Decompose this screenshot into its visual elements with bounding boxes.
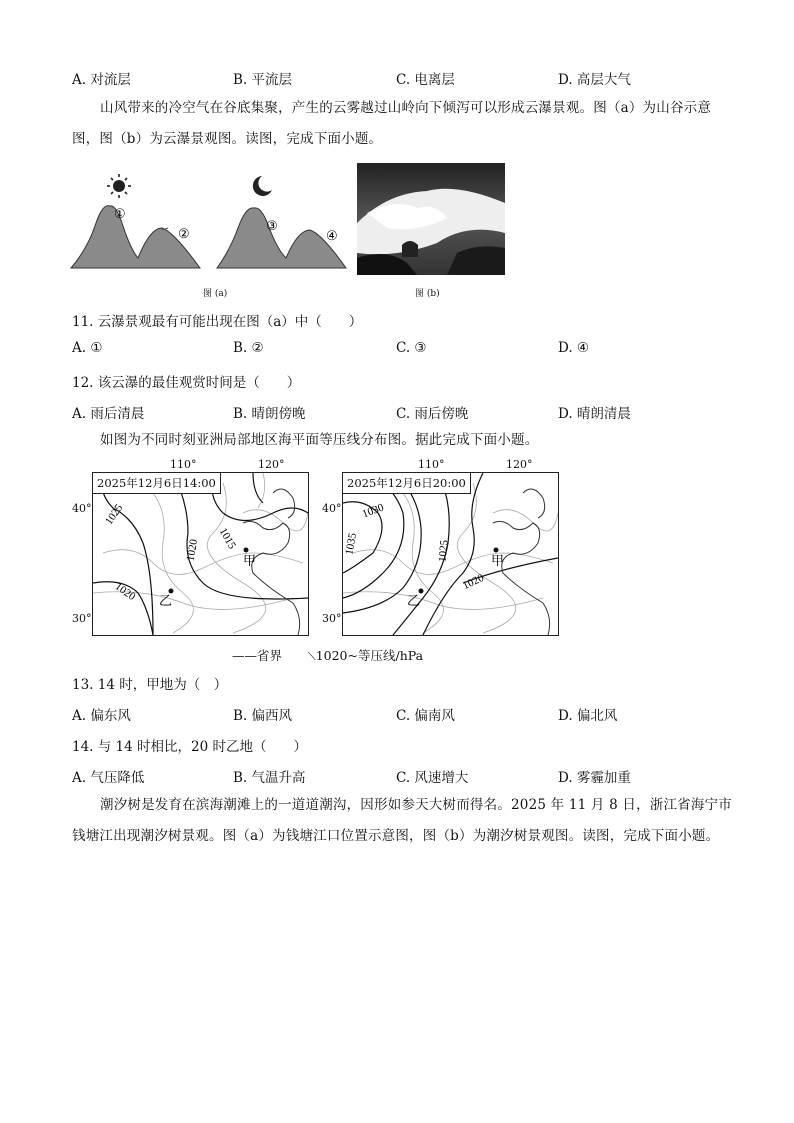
q12-stem: 12. 该云瀑的最佳观赏时间是（ ） xyxy=(72,375,301,391)
isobars xyxy=(93,473,308,635)
point-jia-label: 甲 xyxy=(491,553,505,568)
q14-stem: 14. 与 14 时相比，20 时乙地（ ） xyxy=(72,739,307,755)
q12-option-a[interactable]: A. 雨后清晨 xyxy=(72,406,145,422)
legend-province: ——省界 xyxy=(232,648,283,663)
passage-tidal-tree: 潮汐树是发育在滨海潮滩上的一道道潮沟，因形如参天大树而得名。2025 年 11 月 8 日，浙江省海宁市钱塘江出现潮汐树景观。图（a）为钱塘江口位置示意图，图（b）为潮汐树景观图。读图，完成下面小题。 xyxy=(72,797,732,844)
q14-option-d[interactable]: D. 雾霾加重 xyxy=(558,770,631,786)
point-yi-label: 乙 xyxy=(407,593,421,608)
right-lat-30: 30° xyxy=(322,612,342,625)
isobars xyxy=(343,473,558,635)
q13-option-a[interactable]: A. 偏东风 xyxy=(72,708,131,724)
figure-a-caption: 图 (a) xyxy=(203,289,228,299)
q11-option-b[interactable]: B. ② xyxy=(233,340,264,356)
left-lat-30: 30° xyxy=(72,612,92,625)
right-lat-40: 40° xyxy=(322,502,342,515)
q10-option-d[interactable]: D. 高层大气 xyxy=(558,72,631,88)
q11-option-d[interactable]: D. ④ xyxy=(558,340,590,356)
q14-option-c[interactable]: C. 风速增大 xyxy=(396,770,469,786)
right-lon-110: 110° xyxy=(418,458,445,471)
isobar-map-20h xyxy=(342,472,559,636)
map-legend: ——省界 ⟍1020~等压线/hPa xyxy=(232,648,424,663)
point-jia-marker xyxy=(244,548,249,553)
q13-option-b[interactable]: B. 偏西风 xyxy=(233,708,293,724)
q10-option-a[interactable]: A. 对流层 xyxy=(72,72,131,88)
q14-option-a[interactable]: A. 气压降低 xyxy=(72,770,145,786)
figure-b-caption: 图 (b) xyxy=(415,289,440,299)
q12-option-d[interactable]: D. 晴朗清晨 xyxy=(558,406,631,422)
q10-options xyxy=(72,68,732,86)
q10-option-b[interactable]: B. 平流层 xyxy=(233,72,293,88)
q11-option-c[interactable]: C. ③ xyxy=(396,340,427,356)
figure-b-cloud-waterfall-photo xyxy=(357,163,505,275)
isobar-label-1020-a: 1020 xyxy=(184,538,201,562)
point-yi-label: 乙 xyxy=(159,593,173,608)
right-lon-120: 120° xyxy=(506,458,533,471)
figure-a-left-valley xyxy=(68,168,208,272)
q12-options xyxy=(72,402,732,420)
isobar-label-1020-b: 1020 xyxy=(112,580,138,603)
legend-isobar-label: 等压线/hPa xyxy=(357,648,424,663)
isobar-label-1020: 1020 xyxy=(460,571,486,593)
q12-option-b[interactable]: B. 晴朗傍晚 xyxy=(233,406,306,422)
legend-isobar-sample: 1020 xyxy=(315,648,348,663)
q13-option-c[interactable]: C. 偏南风 xyxy=(396,708,455,724)
passage-cloud-waterfall: 山风带来的冷空气在谷底集聚，产生的云雾越过山岭向下倾泻可以形成云瀑景观。图（a）为山谷示意图，图（b）为云瀑景观图。读图，完成下面小题。 xyxy=(72,100,712,147)
q10-option-c[interactable]: C. 电离层 xyxy=(396,72,455,88)
figure-a-right-valley xyxy=(212,168,352,272)
isobar-label-1030: 1030 xyxy=(360,501,386,521)
point-jia-marker xyxy=(494,548,499,553)
q11-stem: 11. 云瀑景观最有可能出现在图（a）中（ ） xyxy=(72,314,363,330)
right-map-timestamp: 2025年12月6日20:00 xyxy=(343,473,471,494)
legend-isobar-sample-icon: ⟍ xyxy=(307,650,316,663)
label-4: ④ xyxy=(326,228,338,243)
q13-option-d[interactable]: D. 偏北风 xyxy=(558,708,618,724)
isobar-label-1025: 1025 xyxy=(436,539,451,563)
q14-option-b[interactable]: B. 气温升高 xyxy=(233,770,306,786)
q11-options xyxy=(72,340,732,358)
isobar-map-14h xyxy=(92,472,309,636)
isobar-label-1015: 1015 xyxy=(216,526,239,552)
isobar-label-1035: 1035 xyxy=(343,532,360,556)
label-1: ① xyxy=(114,206,126,221)
point-jia-label: 甲 xyxy=(243,553,257,568)
q13-stem: 13. 14 时，甲地为（ ） xyxy=(72,677,228,693)
left-lon-120: 120° xyxy=(258,458,285,471)
label-2: ② xyxy=(178,226,190,241)
q13-options xyxy=(72,704,732,722)
passage-isobar: 如图为不同时刻亚洲局部地区海平面等压线分布图。据此完成下面小题。 xyxy=(100,432,539,448)
isobar-label-1025: 1025 xyxy=(102,502,126,528)
label-3: ③ xyxy=(266,218,278,233)
left-map-timestamp: 2025年12月6日14:00 xyxy=(93,473,221,494)
q11-option-a[interactable]: A. ① xyxy=(72,340,103,356)
q12-option-c[interactable]: C. 雨后傍晚 xyxy=(396,406,469,422)
moon-icon xyxy=(253,176,272,196)
q14-options xyxy=(72,766,732,784)
sun-icon xyxy=(107,174,131,198)
left-lon-110: 110° xyxy=(170,458,197,471)
left-lat-40: 40° xyxy=(72,502,92,515)
